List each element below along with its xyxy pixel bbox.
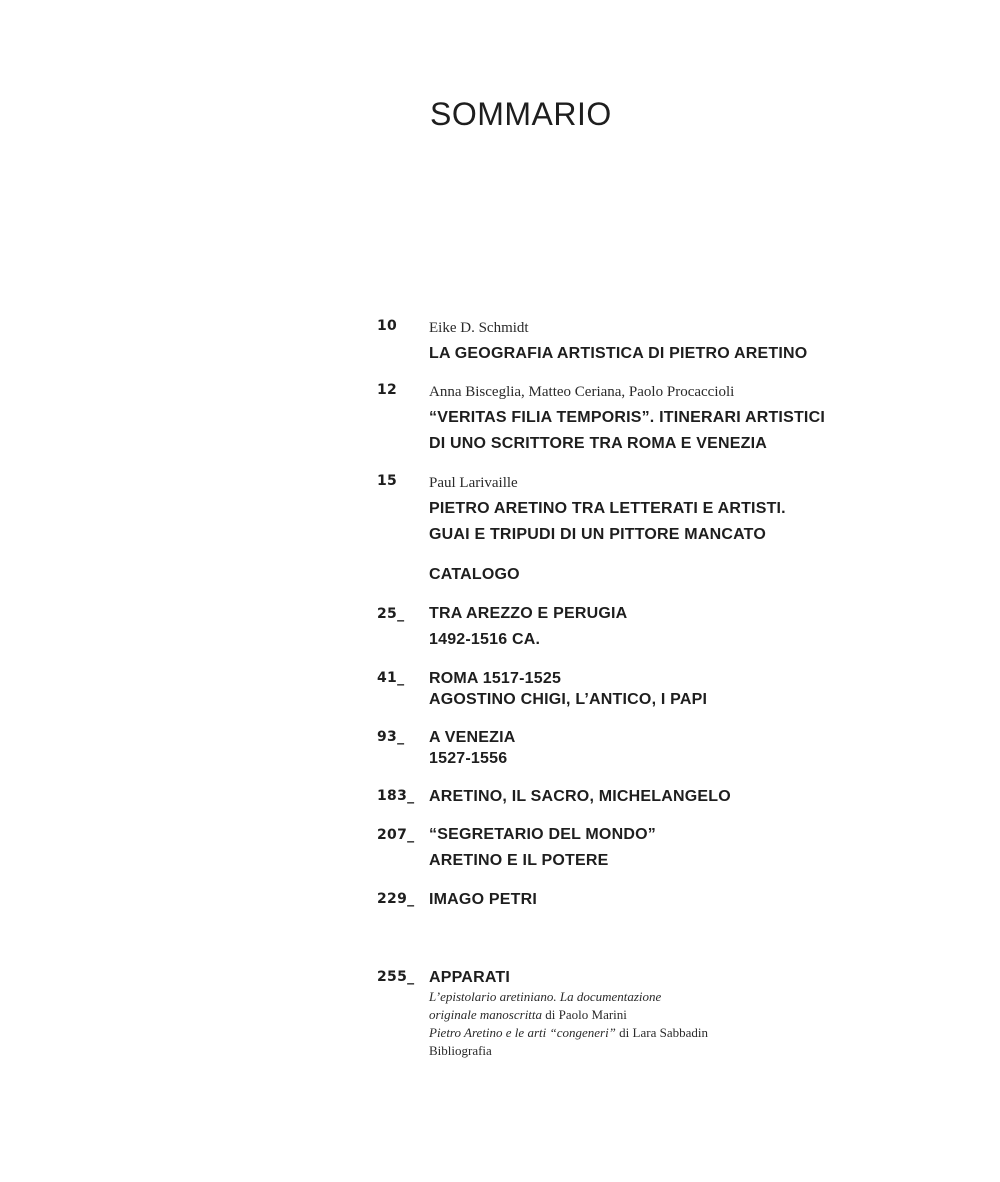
apparati-item	[429, 1024, 929, 1042]
apparati-item-italic: L’epistolario aretiniano. La documentazione	[429, 989, 662, 1004]
section-title: TRA AREZZO E PERUGIA	[429, 605, 628, 622]
essay-title: “VERITAS FILIA TEMPORIS”. ITINERARI ARTISTICI	[429, 409, 825, 426]
entry-content	[429, 822, 929, 874]
section-title: A VENEZIA	[429, 729, 516, 746]
page-number: 15	[377, 473, 398, 489]
entry-content	[429, 727, 929, 769]
entry-content	[429, 967, 929, 1060]
page-number: 229_	[377, 891, 415, 907]
apparati-item-plain: di Paolo Marini	[542, 1007, 627, 1022]
page-number: 93_	[377, 729, 405, 745]
entry-content	[429, 316, 929, 367]
section-title: “SEGRETARIO DEL MONDO”	[429, 826, 656, 843]
page-title: SOMMARIO	[430, 96, 612, 132]
author-name: Paul Larivaille	[429, 475, 518, 491]
entry-content	[429, 601, 929, 653]
entry-content	[429, 668, 929, 710]
page-number: 12	[377, 382, 398, 398]
apparati-item	[429, 1006, 929, 1024]
section-title: APPARATI	[429, 969, 511, 986]
author-name: Anna Bisceglia, Matteo Ceriana, Paolo Procaccioli	[429, 384, 735, 400]
entry-content	[429, 471, 929, 548]
entry-content	[429, 380, 929, 457]
section-label: CATALOGO	[429, 566, 520, 583]
entry-content	[429, 786, 929, 807]
essay-title: GUAI E TRIPUDI DI UN PITTORE MANCATO	[429, 526, 766, 543]
author-name: Eike D. Schmidt	[429, 320, 529, 336]
section-title: ROMA 1517-1525	[429, 670, 562, 687]
apparati-item-plain: Bibliografia	[429, 1043, 492, 1058]
section-title: ARETINO, IL SACRO, MICHELANGELO	[429, 788, 731, 805]
apparati-item-plain: di Lara Sabbadin	[615, 1025, 708, 1040]
section-title: AGOSTINO CHIGI, L’ANTICO, I PAPI	[429, 691, 708, 708]
essay-title: DI UNO SCRITTORE TRA ROMA E VENEZIA	[429, 435, 767, 452]
page-number: 255_	[377, 969, 415, 985]
essay-title: PIETRO ARETINO TRA LETTERATI E ARTISTI.	[429, 500, 786, 517]
section-title: 1527-1556	[429, 750, 508, 767]
apparati-item	[429, 1042, 929, 1060]
page-number: 10	[377, 318, 398, 334]
essay-title: LA GEOGRAFIA ARTISTICA DI PIETRO ARETINO	[429, 345, 808, 362]
apparati-item-italic: originale manoscritta	[429, 1007, 543, 1022]
page-number: 183_	[377, 788, 415, 804]
entry-content	[429, 889, 929, 910]
page-number: 207_	[377, 827, 415, 843]
section-title: ARETINO E IL POTERE	[429, 852, 609, 869]
apparati-item-italic: Pietro Aretino e le arti “congeneri”	[429, 1025, 616, 1040]
section-title: IMAGO PETRI	[429, 891, 537, 908]
page-number: 41_	[377, 670, 405, 686]
section-title: 1492-1516 CA.	[429, 631, 541, 648]
page-number: 25_	[377, 606, 405, 622]
apparati-item	[429, 988, 929, 1006]
